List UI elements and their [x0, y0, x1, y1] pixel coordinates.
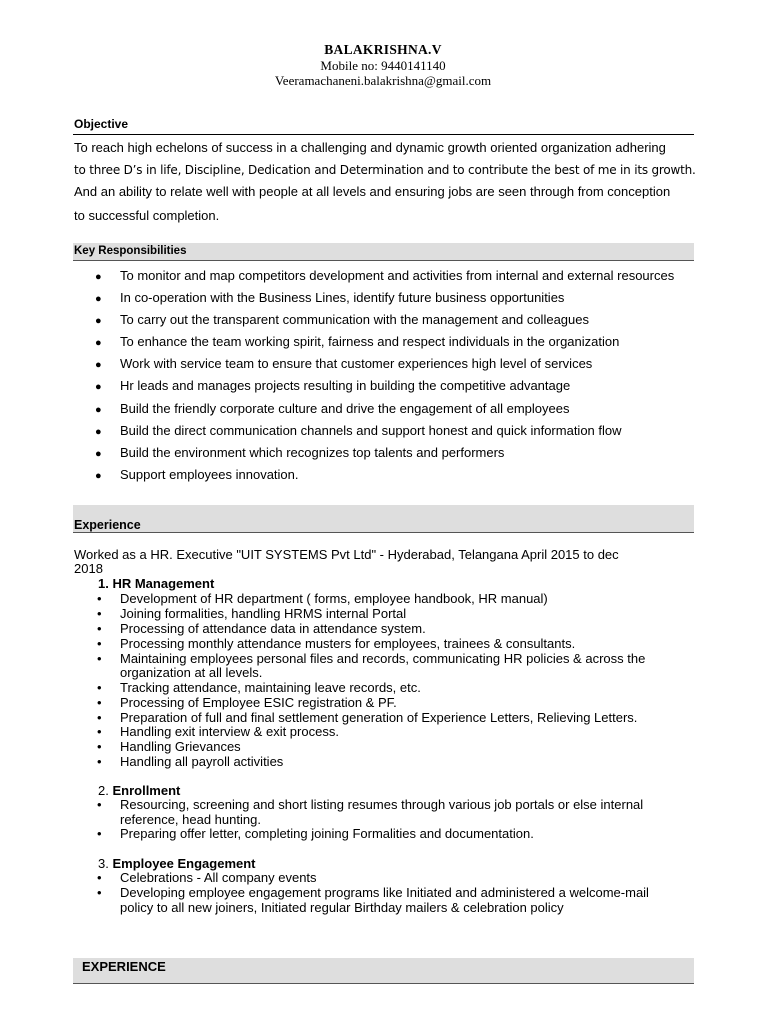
- bullet-icon: ●: [95, 359, 102, 371]
- bullet-icon: ●: [95, 315, 102, 327]
- list-item: Handling all payroll activities: [120, 754, 284, 769]
- email-address: Veeramachaneni.balakrishna@gmail.com: [274, 73, 492, 88]
- bullet-icon: •: [97, 754, 102, 769]
- bullet-icon: •: [97, 739, 102, 754]
- list-item: ● Build the friendly corporate culture and drive the engagement of all employees: [95, 401, 570, 416]
- bullet-icon: •: [97, 606, 102, 621]
- list-item-continued: organization at all levels.: [120, 665, 263, 680]
- list-item: Processing of Employee ESIC registration & PF.: [120, 695, 397, 710]
- objective-line-3: And an ability to relate well with people at all levels and ensuring jobs are seen through from conception: [74, 184, 671, 199]
- bullet-icon: ●: [95, 337, 102, 349]
- bullet-icon: ●: [95, 404, 102, 416]
- list-item: ● To enhance the team working spirit, fairness and respect individuals in the organization: [95, 334, 620, 349]
- bullet-icon: •: [97, 621, 102, 636]
- list-item: Developing employee engagement programs like Initiated and administered a welcome-mail: [120, 885, 649, 900]
- list-item: Handling exit interview & exit process.: [120, 724, 339, 739]
- objective-divider: [73, 134, 694, 135]
- bullet-icon: •: [97, 636, 102, 651]
- list-item: Preparing offer letter, completing joining Formalities and documentation.: [120, 826, 534, 841]
- list-item: ● Support employees innovation.: [95, 467, 299, 482]
- bullet-icon: •: [97, 870, 102, 885]
- experience-2-band: [73, 958, 694, 984]
- list-item: Celebrations - All company events: [120, 870, 317, 885]
- enrollment-title: 2. Enrollment: [98, 783, 181, 798]
- list-item: ● To carry out the transparent communication with the management and colleagues: [95, 312, 589, 327]
- list-item: Preparation of full and final settlement generation of Experience Letters, Relieving Letters.: [120, 710, 638, 725]
- bullet-icon: •: [97, 651, 102, 666]
- experience-intro-continued: 2018: [74, 561, 103, 576]
- objective-line-1: To reach high echelons of success in a challenging and dynamic growth oriented organization adhering: [74, 140, 666, 155]
- experience-band: [73, 505, 694, 533]
- mobile-number: Mobile no: 9440141140: [320, 58, 446, 73]
- bullet-icon: ●: [95, 381, 102, 393]
- candidate-name: BALAKRISHNA.V: [324, 42, 442, 57]
- bullet-icon: ●: [95, 470, 102, 482]
- list-item-continued: policy to all new joiners, Initiated regular Birthday mailers & celebration policy: [120, 900, 564, 915]
- objective-line-2: to three D’s in life, Discipline, Dedication and Determination and to contribute the best of me in its growth.: [74, 163, 696, 177]
- bullet-icon: •: [97, 680, 102, 695]
- list-item: Processing of attendance data in attendance system.: [120, 621, 426, 636]
- bullet-icon: ●: [95, 293, 102, 305]
- experience-intro: Worked as a HR. Executive "UIT SYSTEMS Pvt Ltd" - Hyderabad, Telangana April 2015 to dec: [74, 547, 619, 562]
- list-item: ● In co-operation with the Business Lines, identify future business opportunities: [95, 290, 565, 305]
- bullet-icon: ●: [95, 448, 102, 460]
- list-item: Tracking attendance, maintaining leave records, etc.: [120, 680, 421, 695]
- list-item-continued: reference, head hunting.: [120, 812, 261, 827]
- list-item: ● Build the direct communication channels and support honest and quick information flow: [95, 423, 622, 438]
- list-item: Handling Grievances: [120, 739, 241, 754]
- list-item: Resourcing, screening and short listing resumes through various job portals or else internal: [120, 797, 644, 812]
- bullet-icon: •: [97, 826, 102, 841]
- bullet-icon: •: [97, 591, 102, 606]
- bullet-icon: •: [97, 710, 102, 725]
- objective-line-4: to successful completion.: [74, 208, 220, 223]
- bullet-icon: •: [97, 797, 102, 812]
- bullet-icon: ●: [95, 271, 102, 283]
- hr-management-title: 1. HR Management: [98, 576, 215, 591]
- list-item: ● Build the environment which recognizes top talents and performers: [95, 445, 505, 460]
- key-responsibilities-heading: Key Responsibilities: [74, 245, 187, 257]
- bullet-icon: •: [97, 885, 102, 900]
- list-item: Maintaining employees personal files and records, communicating HR policies & across the: [120, 651, 646, 666]
- list-item: Processing monthly attendance musters for employees, trainees & consultants.: [120, 636, 576, 651]
- bullet-icon: •: [97, 695, 102, 710]
- bullet-icon: ●: [95, 426, 102, 438]
- experience-heading: Experience: [74, 518, 141, 532]
- objective-heading: Objective: [74, 117, 129, 131]
- list-item: Development of HR department ( forms, employee handbook, HR manual): [120, 591, 548, 606]
- list-item: ● Work with service team to ensure that customer experiences high level of services: [95, 356, 593, 371]
- bullet-icon: •: [97, 724, 102, 739]
- list-item: Joining formalities, handling HRMS internal Portal: [120, 606, 407, 621]
- list-item: ● Hr leads and manages projects resulting in building the competitive advantage: [95, 378, 571, 393]
- employee-engagement-title: 3. Employee Engagement: [98, 856, 256, 871]
- experience-2-heading: EXPERIENCE: [82, 959, 166, 974]
- list-item: ● To monitor and map competitors development and activities from internal and external resources: [95, 268, 675, 283]
